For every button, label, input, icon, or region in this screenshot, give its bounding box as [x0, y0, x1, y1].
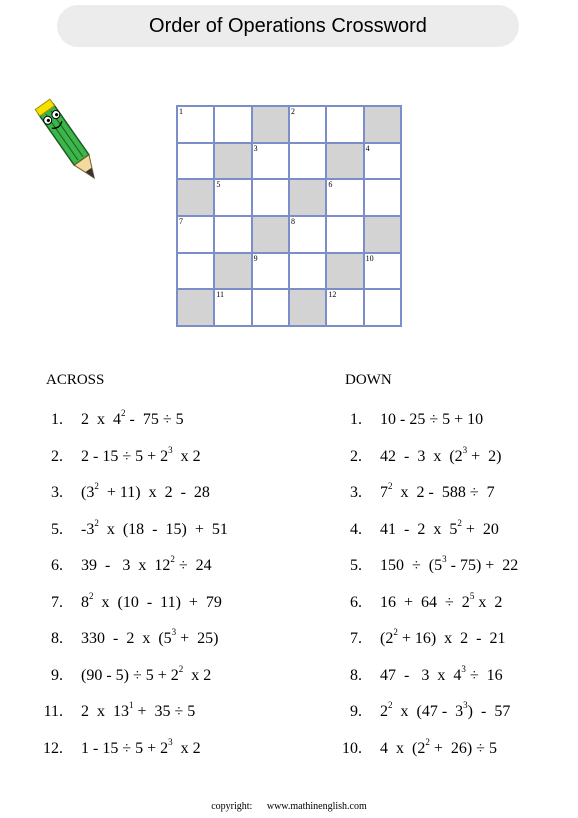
clue-number: 8 [290, 217, 295, 226]
across-clue-number: 5. [51, 520, 63, 538]
across-clue-expression: 39 - 3 x $12^2 \div 24$ [81, 554, 212, 574]
down-clue [328, 444, 502, 467]
clue-number: 3 [253, 143, 258, 153]
across-clue [29, 702, 195, 722]
down-clue-expression: 10 - 25 ÷ 5 + 10 [380, 411, 484, 428]
crossword-cell[interactable] [364, 253, 401, 290]
crossword-cell[interactable] [214, 106, 251, 143]
across-clue-expression: 2 x $4^2 - 75 \div 5$ [81, 408, 184, 428]
crossword-blocked-cell [364, 106, 401, 143]
down-clue [328, 590, 503, 613]
page-title-text: Order of Operations Crossword [149, 14, 427, 37]
crossword-blocked-cell [177, 289, 214, 326]
down-clue-number: 8. [350, 666, 362, 684]
down-clue-number: 2. [350, 447, 362, 465]
down-clue [328, 663, 503, 686]
crossword-blocked-cell [177, 179, 214, 216]
crossword-blocked-cell [214, 253, 251, 290]
down-clue [328, 517, 499, 540]
clue-number: 11 [216, 290, 225, 300]
crossword-cell[interactable] [214, 179, 251, 216]
crossword-blocked-cell [252, 216, 289, 253]
down-clue [328, 556, 518, 576]
crossword-cell[interactable] [252, 143, 289, 180]
clue-number: 9 [253, 253, 258, 263]
across-clue-expression: $(90 - 5) \div 5 + 2^2$ x 2 [81, 663, 212, 684]
across-clue [29, 556, 212, 576]
crossword-cell[interactable] [252, 179, 289, 216]
clue-number: 4 [365, 143, 370, 153]
crossword-cell[interactable] [252, 253, 289, 290]
crossword-cell[interactable] [364, 289, 401, 326]
across-clue-number: 6. [51, 557, 63, 574]
across-clue-expression: $-3^2$ x (18 - 15) + 51 [81, 517, 228, 538]
crossword-cell[interactable] [364, 179, 401, 216]
across-clue [29, 444, 201, 467]
across-clue [29, 663, 212, 686]
clue-number: 12 [328, 290, 337, 300]
crossword-blocked-cell [364, 216, 401, 253]
crossword-blocked-cell [252, 106, 289, 143]
crossword-cell[interactable] [289, 106, 326, 143]
across-clue [29, 629, 219, 649]
crossword-blocked-cell [326, 253, 363, 290]
down-clue-number: 7. [350, 630, 362, 647]
down-clue-expression: 42 - 3 x $(2^3 + 2)$ [380, 444, 502, 465]
clue-number: 6 [328, 180, 333, 190]
down-clue-number: 10. [342, 739, 362, 757]
clue-number: 2 [290, 107, 295, 116]
down-clue [328, 629, 506, 649]
across-clue-number: 3. [51, 484, 63, 501]
across-clue-number: 11. [43, 703, 63, 720]
copyright-label: copyright: [211, 801, 253, 812]
pencil-mascot-icon [34, 92, 104, 192]
down-clue [328, 702, 510, 722]
website-link[interactable]: www.mathinenglish.com [266, 801, 367, 812]
across-clue-number: 7. [51, 593, 63, 611]
down-clue-number: 5. [350, 557, 362, 574]
crossword-cell[interactable] [177, 106, 214, 143]
crossword-cell[interactable] [289, 143, 326, 180]
across-clue-number: 8. [51, 630, 63, 647]
across-clue-number: 9. [51, 666, 63, 684]
across-clue-number: 12. [43, 739, 63, 757]
crossword-cell[interactable] [289, 216, 326, 253]
down-clue [328, 410, 483, 430]
crossword-cell[interactable] [326, 289, 363, 326]
crossword-cell[interactable] [214, 216, 251, 253]
across-clue-expression: $1 - 15 \div 5 + 2^3$ x 2 [81, 736, 201, 757]
crossword-cell[interactable] [177, 253, 214, 290]
crossword-cell[interactable] [252, 289, 289, 326]
across-clue-number: 1. [51, 411, 63, 428]
across-clue [29, 517, 228, 540]
crossword-cell[interactable] [326, 179, 363, 216]
crossword-blocked-cell [289, 179, 326, 216]
down-clue [328, 736, 497, 759]
crossword-cell[interactable] [177, 216, 214, 253]
down-clue-number: 1. [350, 411, 362, 428]
down-clue-expression: $16 + 64 \div 2^5$ x 2 [380, 590, 503, 611]
down-clue-number: 6. [350, 593, 362, 611]
footer [0, 801, 578, 812]
crossword-grid [176, 105, 402, 327]
across-clue-expression: 330 - 2 x $(5^3 + 25)$ [81, 627, 219, 647]
down-clue-expression: 41 - 2 x $5^2 + 20$ [380, 517, 499, 538]
crossword-cell[interactable] [289, 253, 326, 290]
across-clue-expression: $(3^2 + 11)$ x 2 - 28 [81, 481, 210, 501]
down-clue-expression: $2^2$ x $(47 - 3^3) - 57$ [380, 700, 511, 720]
down-clue [328, 483, 495, 503]
down-clue-number: 9. [350, 703, 362, 720]
across-clue-expression: 2 x $13^1 + 35 \div 5$ [81, 700, 196, 720]
down-clue-number: 4. [350, 520, 362, 538]
across-clue-expression: $2 - 15 \div 5 + 2^3$ x 2 [81, 444, 201, 465]
down-clue-expression: $(2^2 + 16)$ x 2 - 21 [380, 627, 506, 647]
clue-number: 7 [179, 217, 183, 226]
across-heading: ACROSS [46, 372, 105, 388]
crossword-blocked-cell [289, 289, 326, 326]
crossword-cell[interactable] [177, 143, 214, 180]
down-clue-expression: $7^2$ x 2 - 588 ÷ 7 [380, 481, 495, 501]
across-clue [29, 590, 222, 613]
crossword-cell[interactable] [326, 106, 363, 143]
down-heading: DOWN [345, 372, 392, 388]
clue-number: 5 [216, 180, 221, 190]
crossword-blocked-cell [326, 143, 363, 180]
crossword-cell[interactable] [364, 143, 401, 180]
down-clue-expression: 4 x $(2^2 + 26) \div 5$ [380, 736, 497, 757]
across-clue [29, 410, 184, 430]
down-clue-expression: 47 - 3 x $4^3 \div 16$ [380, 663, 503, 684]
across-clue [29, 483, 210, 503]
down-clue-number: 3. [350, 484, 362, 501]
down-clue-expression: $150 \div (5^3 - 75) + 22$ [380, 554, 519, 574]
across-clue [29, 736, 201, 759]
crossword-cell[interactable] [214, 289, 251, 326]
page-title [57, 5, 519, 47]
crossword-blocked-cell [214, 143, 251, 180]
across-clue-expression: $8^2$ x (10 - 11) + 79 [81, 590, 222, 611]
clue-number: 10 [365, 253, 374, 263]
across-clue-number: 2. [51, 447, 63, 465]
crossword-cell[interactable] [326, 216, 363, 253]
clue-number: 1 [179, 107, 183, 116]
